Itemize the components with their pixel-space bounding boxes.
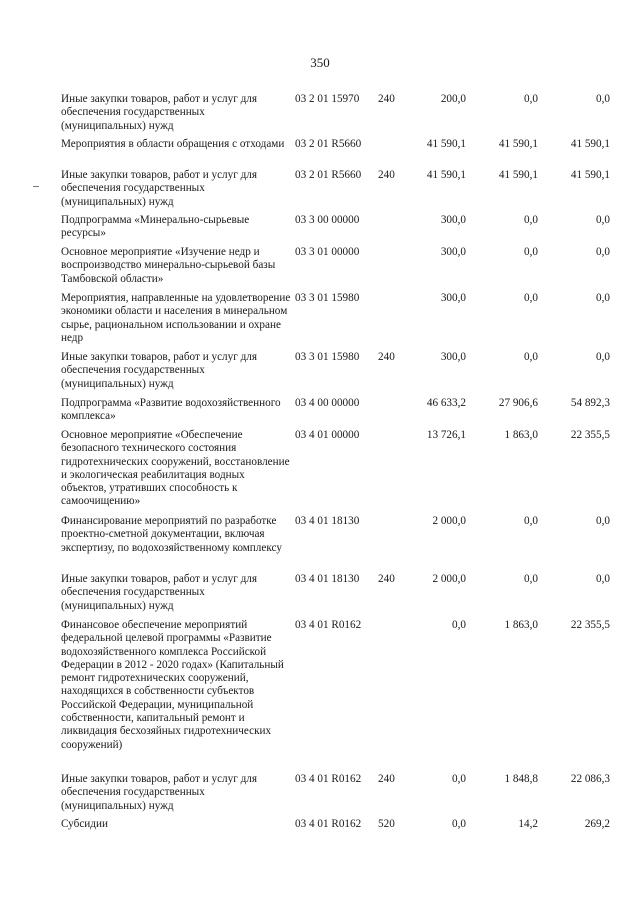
row-value-2: 0,0 — [524, 515, 538, 527]
row-name: Мероприятия, направленные на удовлетворение экономики области и населения в минеральном сырье, рациональном использовании и охране недр — [61, 292, 291, 344]
row-code: 03 4 01 18130 — [295, 515, 360, 527]
row-value-2: 0,0 — [524, 573, 538, 585]
row-value-1: 0,0 — [452, 619, 466, 631]
row-value-3: 0,0 — [596, 515, 610, 527]
row-value-3: 0,0 — [596, 292, 610, 304]
row-code: 03 2 01 R5660 — [295, 138, 362, 150]
row-value-1: 2 000,0 — [432, 515, 466, 527]
row-code: 03 3 00 00000 — [295, 214, 360, 226]
row-value-2: 1 863,0 — [504, 619, 538, 631]
row-value-1: 200,0 — [440, 93, 466, 105]
row-value-3: 41 590,1 — [570, 169, 610, 181]
row-value-2: 1 863,0 — [504, 429, 538, 441]
row-name: Иные закупки товаров, работ и услуг для обеспечения государственных (муниципальных) нужд — [61, 351, 258, 390]
row-value-3: 22 086,3 — [570, 773, 610, 785]
row-code: 03 4 01 18130 — [295, 573, 360, 585]
row-code: 03 2 01 R5660 — [295, 169, 362, 181]
row-value-3: 22 355,5 — [570, 429, 610, 441]
row-value-3: 0,0 — [596, 214, 610, 226]
row-code: 03 4 01 R0162 — [295, 773, 362, 785]
row-value-3: 0,0 — [596, 351, 610, 363]
row-value-2: 0,0 — [524, 246, 538, 258]
row-code: 03 3 01 15980 — [295, 292, 360, 304]
row-value-3: 0,0 — [596, 246, 610, 258]
row-value-1: 300,0 — [440, 292, 466, 304]
row-value-1: 300,0 — [440, 351, 466, 363]
row-vr: 240 — [378, 93, 395, 105]
row-value-2: 1 848,8 — [504, 773, 538, 785]
row-value-1: 13 726,1 — [426, 429, 466, 441]
row-name: Иные закупки товаров, работ и услуг для обеспечения государственных (муниципальных) нужд — [61, 773, 258, 812]
row-value-2: 0,0 — [524, 214, 538, 226]
row-value-2: 0,0 — [524, 292, 538, 304]
row-name: Основное мероприятие «Изучение недр и воспроизводство минерально-сырьевой базы Тамбовской области» — [61, 246, 276, 285]
row-value-2: 0,0 — [524, 93, 538, 105]
row-name: Иные закупки товаров, работ и услуг для обеспечения государственных (муниципальных) нужд — [61, 93, 258, 132]
row-vr: 240 — [378, 169, 395, 181]
row-name: Финансирование мероприятий по разработке проектно-сметной документации, включая экспертизу, по водохозяйственному комплексу — [61, 515, 282, 554]
row-code: 03 3 01 00000 — [295, 246, 360, 258]
row-value-3: 22 355,5 — [570, 619, 610, 631]
row-value-1: 0,0 — [452, 818, 466, 830]
row-value-1: 300,0 — [440, 246, 466, 258]
row-name: Иные закупки товаров, работ и услуг для обеспечения государственных (муниципальных) нужд — [61, 573, 258, 612]
row-vr: 240 — [378, 773, 395, 785]
row-name: Подпрограмма «Минерально-сырьевые ресурсы» — [61, 214, 250, 240]
row-name: Основное мероприятие «Обеспечение безопасного технического состояния гидротехнических сооружений, восстановление и экологическая реабилитация водных объектов, утративших способность к самоочищению» — [61, 429, 290, 508]
row-value-2: 0,0 — [524, 351, 538, 363]
row-value-1: 46 633,2 — [426, 397, 466, 409]
row-value-1: 300,0 — [440, 214, 466, 226]
row-value-1: 41 590,1 — [426, 138, 466, 150]
row-value-1: 2 000,0 — [432, 573, 466, 585]
row-value-2: 41 590,1 — [498, 138, 538, 150]
row-value-2: 14,2 — [518, 818, 538, 830]
row-value-1: 0,0 — [452, 773, 466, 785]
row-vr: 520 — [378, 818, 395, 830]
row-name: Мероприятия в области обращения с отходами — [61, 138, 285, 150]
row-code: 03 4 01 00000 — [295, 429, 360, 441]
row-value-3: 41 590,1 — [570, 138, 610, 150]
page-number: 350 — [310, 55, 330, 70]
row-value-3: 54 892,3 — [570, 397, 610, 409]
row-value-3: 0,0 — [596, 573, 610, 585]
row-name: Иные закупки товаров, работ и услуг для обеспечения государственных (муниципальных) нужд — [61, 169, 258, 208]
row-code: 03 4 01 R0162 — [295, 619, 362, 631]
row-name: Финансовое обеспечение мероприятий федеральной целевой программы «Развитие водохозяйственного комплекса Российской Федерации в 2012 - 2020 годах» (Капитальный ремонт гидротехнических сооружений, находящихся в собственности субъектов Российской Федерации, муниципальной собственности, капитальный ремонт и ликвидация бесхозяйных гидротехнических сооружений) — [61, 619, 284, 751]
row-value-3: 269,2 — [584, 818, 610, 830]
row-vr: 240 — [378, 573, 395, 585]
row-name: Подпрограмма «Развитие водохозяйственного комплекса» — [61, 397, 281, 423]
row-code: 03 4 00 00000 — [295, 397, 360, 409]
row-code: 03 3 01 15980 — [295, 351, 360, 363]
row-name: Субсидии — [61, 818, 108, 830]
row-code: 03 4 01 R0162 — [295, 818, 362, 830]
row-value-2: 27 906,6 — [498, 397, 538, 409]
margin-mark — [33, 186, 39, 187]
row-value-1: 41 590,1 — [426, 169, 466, 181]
row-value-2: 41 590,1 — [498, 169, 538, 181]
row-value-3: 0,0 — [596, 93, 610, 105]
row-code: 03 2 01 15970 — [295, 93, 360, 105]
row-vr: 240 — [378, 351, 395, 363]
